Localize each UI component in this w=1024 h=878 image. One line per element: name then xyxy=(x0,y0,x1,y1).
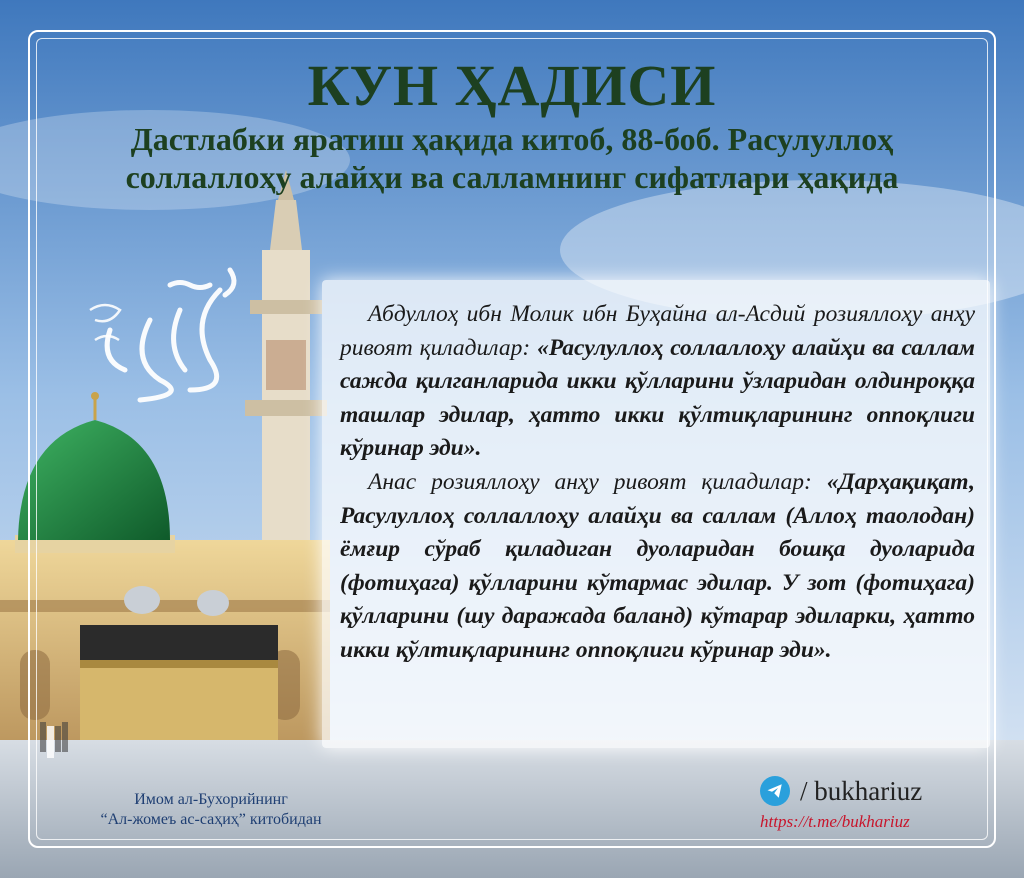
telegram-icon[interactable] xyxy=(760,776,790,806)
hadith-2-intro: Анас розияллоҳу анҳу ривоят қиладилар: xyxy=(368,468,827,495)
hadith-paragraph-2 xyxy=(340,466,975,668)
source-line-1: Имом ал-Бухорийнинг xyxy=(134,791,288,808)
hadith-text xyxy=(340,298,975,668)
hadith-1-quote: «Расулуллоҳ соллаллоҳу алайҳи ва саллам сажда қилганларида икки қўлларини ўзларидан олдинроққа ташлар эдилар, ҳатто икки қўлтиқларининг оппоқлиги кўринар эди». xyxy=(340,334,975,462)
telegram-link[interactable]: https://t.me/bukhariuz xyxy=(760,812,910,831)
telegram-channel[interactable] xyxy=(760,773,980,809)
telegram-handle[interactable]: / bukhariuz xyxy=(800,775,923,806)
source-caption xyxy=(86,790,336,830)
hadith-2-quote: «Дарҳақиқат, Расулуллоҳ соллаллоҳу алайҳи ва саллам (Аллоҳ таолодан) ёмғир сўраб қиладиган дуоларидан бошқа дуоларида (фотиҳага) қўлларини кўтармас эдилар. У зот (фотиҳага) қўлларини (шу даражада баланд) кўтарар эдиларки, ҳатто икки қўлтиқларининг оппоқлиги кўринар эди». xyxy=(340,468,975,663)
page-subtitle: Дастлабки яратиш ҳақида китоб, 88-боб. Расулуллоҳ соллаллоҳу алайҳи ва салламнинг сифатлари ҳақида xyxy=(125,121,899,195)
page-title: КУН ҲАДИСИ xyxy=(307,53,717,118)
hadith-paragraph-1 xyxy=(340,298,975,466)
source-line-2: “Ал-жомеъ ас-саҳиҳ” китобидан xyxy=(100,811,322,828)
muhammad-calligraphy-icon xyxy=(70,250,270,410)
hadith-1-intro: Абдуллоҳ ибн Молик ибн Буҳайна ал-Асдий розияллоҳу анҳу ривоят қиладилар: xyxy=(340,301,975,361)
